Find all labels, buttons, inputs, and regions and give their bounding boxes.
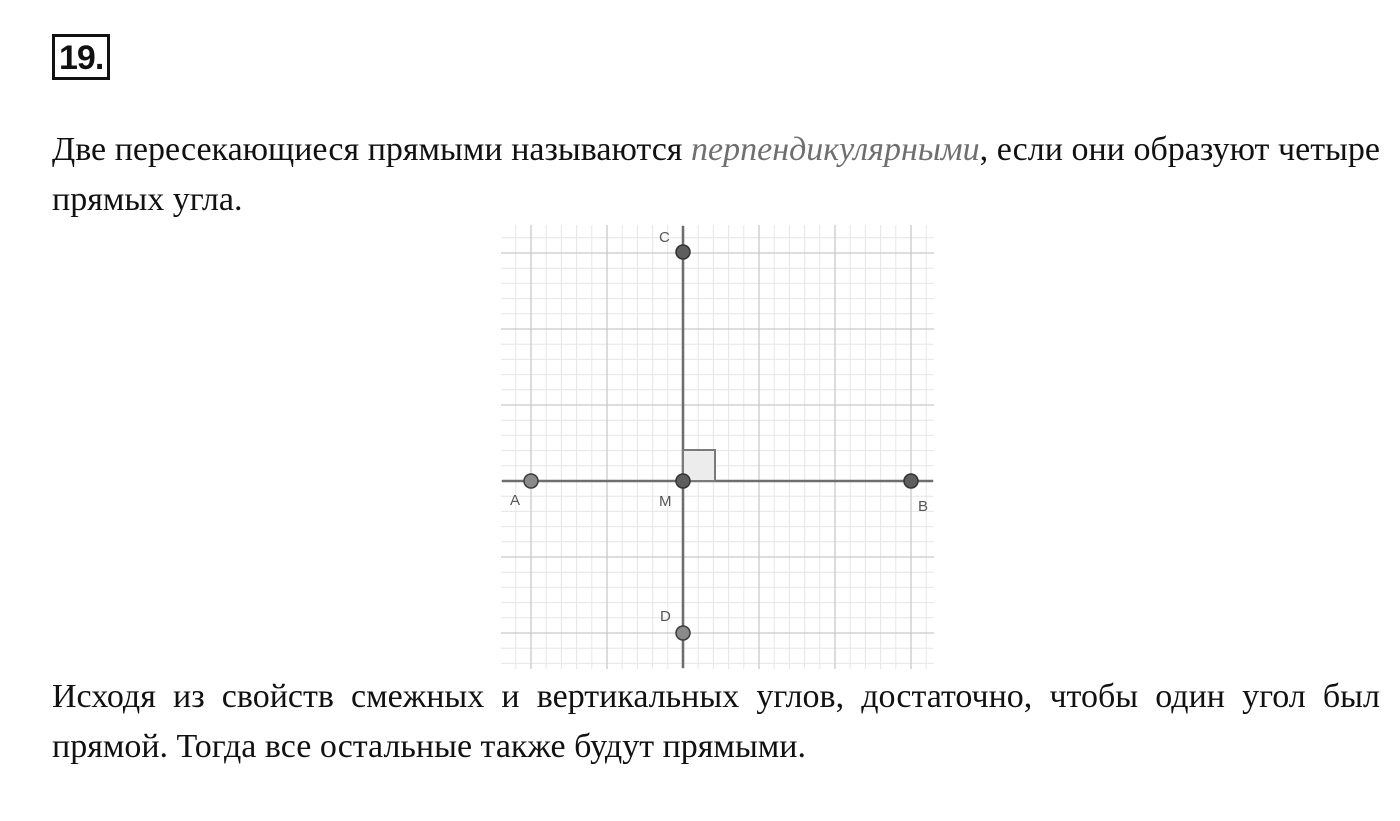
point-c [676,245,690,259]
label-b: B [918,498,929,515]
label-d: D [660,608,671,625]
definition-term: перпендикулярными [691,131,980,168]
perpendicular-lines-figure [500,224,935,670]
label-m: M [659,493,672,510]
definition-paragraph [52,125,1380,225]
point-m [676,474,690,488]
point-a [524,474,538,488]
point-b [904,474,918,488]
definition-text-start: Две пересекающиеся прямыми называются [52,131,692,168]
point-d [676,626,690,640]
label-a: A [510,492,521,509]
label-c: C [659,229,670,246]
conclusion-paragraph: Исходя из свойств смежных и вертикальных углов, достаточно, чтобы один угол был прямой. Тогда все остальные также будут прямыми. [52,678,1380,765]
grid-minor-lines [501,225,934,669]
problem-number: 19. [52,34,110,80]
definition-text-end: , если они образуют четыре прямых угла. [52,131,1380,218]
